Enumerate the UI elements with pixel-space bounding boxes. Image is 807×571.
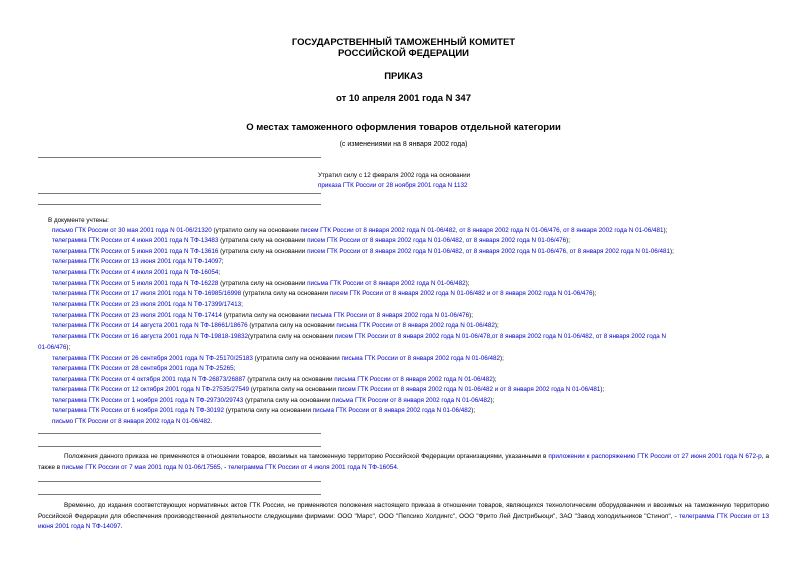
- considered-document-item: [38, 343, 70, 353]
- document-note: );: [465, 280, 470, 287]
- doc-title: О местах таможенного оформления товаров отдельной категории: [246, 122, 561, 133]
- doc-type: ПРИКАЗ: [384, 71, 423, 82]
- document-link[interactable]: телеграмма ГТК России от 14 августа 2001 года N ТФ-18661/18676: [52, 322, 248, 329]
- annulling-letters-link[interactable]: писем ГТК России от 8 января 2002 года N 01-06/482, от 8 января 2002 года N 01-06/476, от 8 января 2002 года N 01-06/481: [300, 227, 664, 234]
- considered-document-item: [52, 406, 475, 416]
- considered-document-item: [52, 354, 504, 364]
- annulling-letters-link[interactable]: письма ГТК России от 8 января 2002 года N 01-06/482: [307, 280, 466, 287]
- annulling-letters-link[interactable]: письма ГТК России от 8 января 2002 года N 01-06/482: [341, 355, 501, 362]
- expired-note: Утратил силу с 12 февраля 2002 года на основании: [318, 172, 471, 179]
- document-link[interactable]: телеграмма ГТК России от 28 сентября 2001 года N ТФ-25265: [52, 365, 234, 372]
- considered-document-item: [52, 279, 469, 289]
- document-link[interactable]: телеграмма ГТК России от 23 июля 2001 года N ТФ-17399/17413: [52, 301, 242, 308]
- document-note: (утратила силу на основании: [247, 322, 337, 329]
- annulling-letters-link[interactable]: писем ГТК России от 8 января 2002 года N 01-06/482 и от 8 января 2002 года N 01-06/481: [337, 386, 601, 393]
- document-note: (утратило силу на основании: [211, 227, 301, 234]
- divider: [38, 433, 321, 434]
- document-link[interactable]: письмо ГТК России от 8 января 2002 года N 01-06/482: [52, 418, 211, 425]
- order-672-link[interactable]: приложении к распоряжению ГТК России от 27 июня 2001 года N 672-р: [548, 453, 762, 460]
- paragraph-text: , а также в: [38, 453, 769, 471]
- document-link[interactable]: телеграмма ГТК России от 17 июля 2001 года N ТФ-16985/16998: [52, 290, 242, 297]
- annulling-letters-link[interactable]: писем ГТК России от 8 января 2002 года N 01-06/478,от 8 января 2002 года N 01-06/482, от 8 января 2002 года N: [334, 333, 667, 340]
- document-note: ;: [233, 365, 236, 372]
- document-note: (утратила силу на основании: [218, 237, 308, 244]
- document-note: (утратила силу на основании: [241, 290, 330, 297]
- temporary-exemption-paragraph: [38, 501, 769, 533]
- annulling-letters-link[interactable]: 01-06/476: [38, 344, 67, 351]
- considered-document-item: [52, 364, 235, 374]
- annulling-letters-link[interactable]: письма ГТК России от 8 января 2002 года N 01-06/482: [334, 376, 493, 383]
- document-note: );: [592, 290, 597, 297]
- annulling-letters-link[interactable]: письма ГТК России от 8 января 2002 года N 01-06/482: [332, 397, 491, 404]
- document-note: (утратила силу на основании: [218, 248, 308, 255]
- org-name-line1: ГОСУДАРСТВЕННЫЙ ТАМОЖЕННЫЙ КОМИТЕТ: [291, 37, 516, 48]
- considered-document-item: [52, 321, 499, 331]
- document-link[interactable]: письмо ГТК России от 30 мая 2001 года N 01-06/21320: [52, 227, 212, 234]
- annulling-letters-link[interactable]: писем ГТК России от 8 января 2002 года N 01-06/482, от 8 января 2002 года N 01-06/476: [307, 237, 567, 244]
- divider: [38, 494, 321, 495]
- document-note: );: [66, 344, 71, 351]
- document-link[interactable]: телеграмма ГТК России от 16 августа 2001 года N ТФ-19818-19832: [52, 333, 248, 340]
- document-note: );: [670, 248, 674, 255]
- considered-document-item: [52, 289, 596, 299]
- document-note: (утратила силу на основании: [245, 376, 335, 383]
- document-note: .: [210, 418, 213, 425]
- telegram-14097-link[interactable]: телеграмма ГТК России от 13 июня 2001 года N ТФ-14097: [38, 512, 770, 530]
- document-link[interactable]: телеграмма ГТК России от 23 июля 2001 года N ТФ-17414: [52, 312, 222, 319]
- document-note: ;: [221, 258, 224, 265]
- document-link[interactable]: телеграмма ГТК России от 13 июня 2001 года N ТФ-14097: [52, 258, 222, 265]
- paragraph-text: Временно, до издания соответствующих нормативных актов ГТК России, не применяются положения настоящего приказа в отношении товаров, являющихся технологическим оборудованием и ввозимых на таможенную территорию Российской Федерации для обеспечения производственной деятельности следующими фирмами: ООО "Марс", ООО "Пепсико Холдингс", ООО "Фрито Лей Дистрибьюци", ЗАО "Завод холодильников "Стинол", -: [38, 502, 769, 520]
- document-note: );: [494, 322, 499, 329]
- considered-document-item: [52, 257, 224, 267]
- letter-17565-link[interactable]: письме ГТК России от 7 мая 2001 года N 01-06/17565: [61, 463, 221, 471]
- annulling-letters-link[interactable]: письма ГТК России от 8 января 2002 года N 01-06/482: [336, 322, 495, 329]
- document-note: );: [500, 355, 504, 362]
- org-name-line2: РОССИЙСКОЙ ФЕДЕРАЦИИ: [337, 48, 469, 59]
- document-link[interactable]: телеграмма ГТК России от 1 ноября 2001 года N ТФ-29730/29743: [52, 397, 244, 404]
- annulling-letters-link[interactable]: писем ГТК России от 8 января 2002 года N 01-06/482, от 8 января 2002 года N 01-06/476, от 8 января 2002 года N 01-06/481: [307, 248, 670, 255]
- document-link[interactable]: телеграмма ГТК России от 26 сентября 2001 года N ТФ-25170/25183: [52, 355, 253, 362]
- document-link[interactable]: телеграмма ГТК России от 4 июля 2001 года N ТФ-16054: [52, 269, 219, 276]
- annulling-letters-link[interactable]: писем ГТК России от 8 января 2002 года N 01-06/482 и от 8 января 2002 года N 01-06/476: [329, 290, 593, 297]
- divider: [38, 204, 321, 205]
- document-note: (утратила силу на основании: [218, 280, 308, 287]
- paragraph-text: , -: [220, 463, 229, 471]
- document-note: );: [663, 227, 668, 234]
- document-note: );: [490, 397, 495, 404]
- considered-document-item: [52, 247, 674, 257]
- annulling-letters-link[interactable]: письма ГТК России от 8 января 2002 года N 01-06/482: [312, 407, 472, 414]
- considered-document-item: [52, 300, 243, 310]
- considered-document-item: [52, 417, 212, 427]
- considered-document-item: [52, 385, 604, 395]
- document-note: );: [600, 386, 605, 393]
- document-note: );: [469, 312, 473, 319]
- divider: [38, 193, 321, 194]
- paragraph-text: .: [120, 523, 123, 530]
- considered-document-item: [52, 311, 473, 321]
- document-note: (утратила силу на основании: [252, 355, 342, 362]
- document-note: ;: [218, 269, 221, 276]
- divider: [38, 481, 321, 482]
- paragraph-text: .: [396, 463, 399, 471]
- document-note: );: [492, 376, 497, 383]
- considered-document-item: [52, 375, 497, 385]
- document-link[interactable]: телеграмма ГТК России от 5 июля 2001 года N ТФ-16228: [52, 280, 219, 287]
- document-note: (утратила силу на основании: [243, 397, 333, 404]
- document-note: );: [566, 237, 570, 244]
- document-link[interactable]: телеграмма ГТК России от 4 июня 2001 года N ТФ-13483: [52, 237, 219, 244]
- considered-document-item: [52, 268, 220, 278]
- annulling-letters-link[interactable]: письма ГТК России от 8 января 2002 года N 01-06/476: [310, 312, 470, 319]
- document-link[interactable]: телеграмма ГТК России от 12 октября 2001 года N ТФ-27535/27549: [52, 386, 250, 393]
- considered-document-item: [52, 332, 666, 342]
- document-note: );: [471, 407, 476, 414]
- document-note: (утратила силу на основании: [221, 312, 311, 319]
- document-link[interactable]: телеграмма ГТК России от 5 июня 2001 года N ТФ-13616: [52, 248, 219, 255]
- paragraph-text: Положения данного приказа не применяются в отношении товаров, ввозимых на таможенную территорию Российской Федерации организациями, указанными в: [64, 453, 549, 460]
- divider: [38, 446, 321, 447]
- doc-changes-note: (с изменениями на 8 января 2002 года): [339, 141, 468, 148]
- considered-documents-intro: В документе учтены:: [48, 217, 109, 224]
- considered-document-item: [52, 236, 570, 246]
- telegram-16054-link[interactable]: телеграмма ГТК России от 4 июля 2001 года N ТФ-16054: [228, 463, 397, 471]
- doc-date: от 10 апреля 2001 года N 347: [336, 93, 471, 104]
- document-note: ;: [241, 301, 243, 308]
- considered-document-item: [52, 226, 667, 236]
- document-note: (утратила силу на основании: [249, 386, 338, 393]
- document-note: (утратила силу на основании: [248, 333, 335, 340]
- document-link[interactable]: телеграмма ГТК России от 6 ноября 2001 года N ТФ-30192: [52, 407, 225, 414]
- expired-order-link[interactable]: приказа ГТК России от 28 ноября 2001 года N 1132: [318, 182, 468, 189]
- considered-document-item: [52, 396, 494, 406]
- document-link[interactable]: телеграмма ГТК России от 4 октября 2001 года N ТФ-26873/26887: [52, 376, 246, 383]
- document-note: (утратила силу на основании: [224, 407, 313, 414]
- divider: [38, 157, 321, 158]
- exemption-paragraph: [38, 452, 769, 473]
